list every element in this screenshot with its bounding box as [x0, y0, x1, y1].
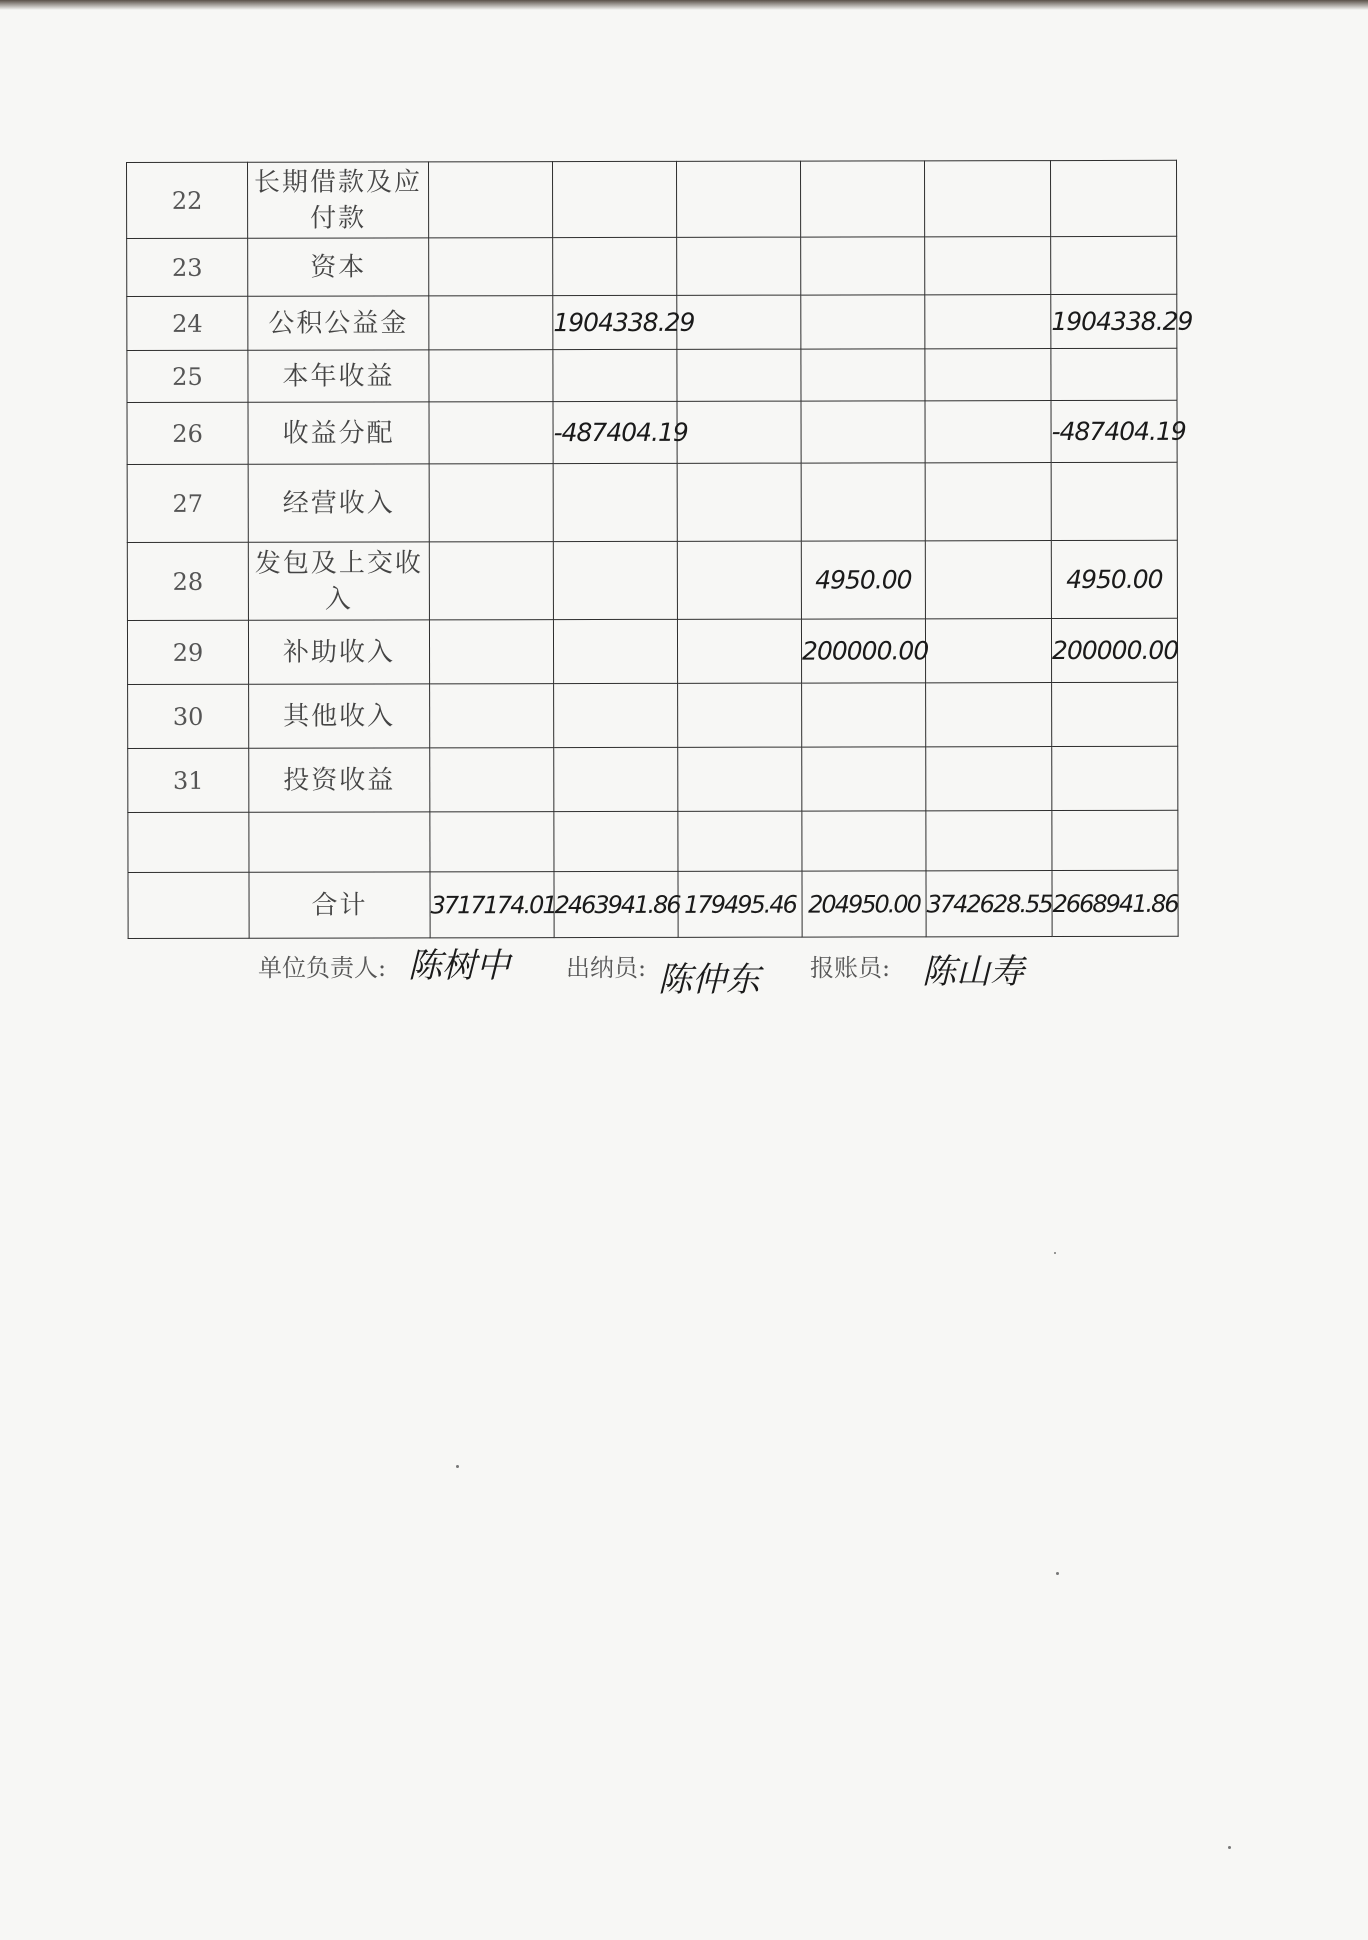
total-amount-cell: 3717174.01 [430, 872, 554, 938]
row-item-name: 收益分配 [248, 402, 429, 464]
row-item-name [249, 812, 430, 872]
row-number: 30 [128, 684, 249, 748]
amount-cell [553, 541, 677, 619]
amount-cell: 4950.00 [1051, 540, 1177, 618]
table-row [127, 400, 1177, 464]
paper-speck [1054, 1252, 1056, 1254]
total-amount-cell: 3742628.55 [926, 871, 1052, 937]
photo-top-edge [0, 0, 1368, 10]
amount-cell [1052, 810, 1178, 870]
table-row [127, 160, 1177, 238]
amount-cell [429, 350, 553, 402]
table-row [128, 682, 1178, 748]
amount-cell: 4950.00 [801, 541, 925, 619]
amount-cell [925, 541, 1051, 619]
amount-cell [802, 747, 926, 811]
table-row [127, 294, 1177, 350]
amount-cell [429, 620, 553, 684]
amount-cell: -487404.19 [1051, 400, 1177, 462]
amount-cell [925, 463, 1051, 541]
amount-cell [429, 402, 553, 464]
amount-cell [553, 161, 677, 237]
total-amount-cell: 2668941.86 [1052, 870, 1178, 936]
amount-cell [553, 463, 677, 541]
row-number: 25 [127, 350, 248, 402]
table-row [127, 236, 1177, 296]
accountant-signature: 陈山寿 [922, 952, 1024, 992]
amount-cell [677, 237, 801, 295]
total-amount-cell: 204950.00 [802, 871, 926, 937]
amount-cell [430, 748, 554, 812]
amount-cell [926, 683, 1052, 747]
table-row [127, 462, 1177, 542]
row-item-name: 投资收益 [249, 748, 430, 812]
amount-cell [801, 463, 925, 541]
amount-cell [677, 463, 801, 541]
amount-cell [554, 683, 678, 747]
amount-cell [802, 683, 926, 747]
paper-speck [1228, 1846, 1231, 1849]
amount-cell [430, 684, 554, 748]
amount-cell [800, 161, 924, 237]
total-label: 合计 [249, 872, 430, 938]
amount-cell [1051, 462, 1177, 540]
amount-cell [553, 349, 677, 401]
amount-cell [1052, 746, 1178, 810]
amount-cell [430, 812, 554, 872]
cashier-label: 出纳员: [566, 954, 647, 982]
table-row [127, 540, 1177, 620]
row-item-name: 资本 [248, 238, 429, 296]
amount-cell [553, 237, 677, 295]
amount-cell [429, 238, 553, 296]
amount-cell [1051, 236, 1177, 294]
amount-cell [802, 811, 926, 871]
table-row [127, 348, 1177, 402]
amount-cell [926, 811, 1052, 871]
row-number: 23 [127, 238, 248, 296]
amount-cell [554, 747, 678, 811]
amount-cell [678, 683, 802, 747]
amount-cell [1052, 682, 1178, 746]
amount-cell: -487404.19 [553, 401, 677, 463]
unit-head-signature: 陈树中 [408, 946, 510, 986]
amount-cell [801, 295, 925, 349]
row-item-name: 公积公益金 [248, 296, 429, 350]
amount-cell [429, 162, 553, 238]
amount-cell [925, 401, 1051, 463]
total-amount-cell: 179495.46 [678, 871, 802, 937]
amount-cell [677, 541, 801, 619]
row-number: 24 [127, 296, 248, 350]
amount-cell [676, 161, 800, 237]
amount-cell: 200000.00 [801, 619, 925, 683]
table-row [128, 746, 1178, 812]
amount-cell [677, 619, 801, 683]
row-item-name: 经营收入 [248, 464, 429, 542]
cashier-signature: 陈仲东 [658, 960, 760, 1000]
amount-cell: 1904338.29 [1051, 294, 1177, 348]
amount-cell [924, 161, 1050, 237]
total-amount-cell: 2463941.86 [554, 871, 678, 937]
amount-cell [801, 237, 925, 295]
amount-cell [554, 811, 678, 871]
row-item-name: 补助收入 [248, 620, 429, 684]
total-row [128, 870, 1178, 938]
paper-speck [1056, 1572, 1059, 1575]
amount-cell [1050, 160, 1176, 236]
amount-cell [678, 747, 802, 811]
row-item-name: 长期借款及应付款 [248, 162, 429, 238]
row-number: 22 [127, 162, 248, 238]
amount-cell [925, 295, 1051, 349]
amount-cell [801, 401, 925, 463]
amount-cell: 200000.00 [1051, 618, 1177, 682]
row-number: 27 [127, 464, 248, 542]
amount-cell [429, 464, 553, 542]
amount-cell [429, 542, 553, 620]
paper-speck [456, 1465, 459, 1468]
row-item-name: 发包及上交收入 [248, 542, 429, 620]
amount-cell [677, 401, 801, 463]
amount-cell [926, 747, 1052, 811]
signature-line [258, 940, 1058, 1010]
amount-cell [925, 349, 1051, 401]
table-row [127, 618, 1177, 684]
amount-cell [925, 237, 1051, 295]
amount-cell [553, 619, 677, 683]
amount-cell [801, 349, 925, 401]
accountant-label: 报账员: [810, 954, 891, 982]
ledger-table [126, 160, 1193, 939]
row-number [128, 812, 249, 872]
row-number: 26 [127, 402, 248, 464]
table-row [128, 810, 1178, 872]
amount-cell: 1904338.29 [553, 295, 677, 349]
amount-cell [677, 349, 801, 401]
row-item-name: 其他收入 [249, 684, 430, 748]
row-number: 28 [127, 542, 248, 620]
amount-cell [925, 619, 1051, 683]
unit-head-label: 单位负责人: [258, 954, 387, 982]
amount-cell [1051, 348, 1177, 400]
total-row-number [128, 872, 249, 938]
row-number: 29 [127, 620, 248, 684]
row-item-name: 本年收益 [248, 350, 429, 402]
amount-cell [678, 811, 802, 871]
amount-cell [429, 296, 553, 350]
row-number: 31 [128, 748, 249, 812]
amount-cell [677, 295, 801, 349]
